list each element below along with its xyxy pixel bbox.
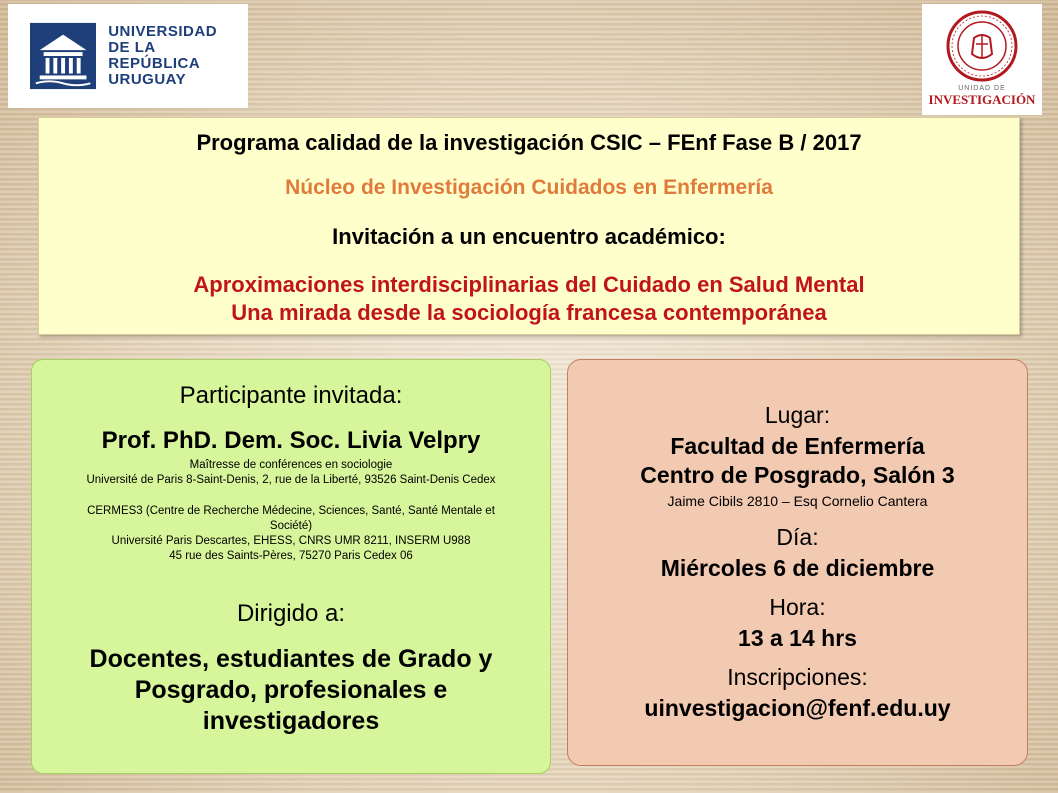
time-label: Hora: [769,594,826,620]
audience-line3: investigadores [202,707,380,735]
university-name-line3: URUGUAY [108,71,187,88]
registration-email[interactable]: uinvestigacion@fenf.edu.uy [644,695,951,721]
day-value: Miércoles 6 de diciembre [660,555,935,581]
time-value: 13 a 14 hrs [738,625,857,651]
unit-logo-small-text: UNIDAD DE [958,85,1006,92]
program-title: Programa calidad de la investigación CSIC – FEnf Fase B / 2017 [196,130,862,155]
university-building-icon [30,22,96,90]
guest-role: Maîtresse de conférences en sociologie [189,459,393,471]
place-name: Facultad de Enfermería [670,433,925,459]
guest-heading: Participante invitada: [179,382,403,409]
place-label: Lugar: [764,402,831,428]
place-address: Jaime Cibils 2810 – Esq Cornelio Cantera [667,493,928,509]
guest-lab-address: 45 rue des Saints-Pères, 75270 Paris Cedex 06 [169,550,413,562]
audience-heading: Dirigido a: [236,600,346,627]
place-room: Centro de Posgrado, Salón 3 [640,462,955,488]
university-name-line1: UNIVERSIDAD [108,23,218,40]
registration-label: Inscripciones: [727,664,868,690]
event-title-line2: Una mirada desde la sociología francesa contemporánea [231,300,827,325]
nucleus-title: Núcleo de Investigación Cuidados en Enfermería [285,176,773,199]
guest-lab-line1: CERMES3 (Centre de Recherche Médecine, Sciences, Santé, Santé Mentale et [87,505,495,517]
guest-lab-line2: Société) [269,520,313,532]
event-title-line1: Aproximaciones interdisciplinarias del Cuidado en Salud Mental [193,272,865,297]
facultad-enfermeria-seal-icon [946,10,1018,82]
unit-logo-title: INVESTIGACIÓN [928,92,1036,107]
invitation-text: Invitación a un encuentro académico: [332,224,726,249]
guest-affiliation: Université de Paris 8-Saint-Denis, 2, rue de la Liberté, 93526 Saint-Denis Cedex [86,474,496,486]
university-name-line2: DE LA REPÚBLICA [108,39,201,72]
audience-text [32,644,550,737]
guest-panel [31,359,551,774]
audience-line1: Docentes, estudiantes de Grado y [89,645,493,673]
day-label: Día: [776,524,819,550]
unit-logo [922,4,1042,115]
header-box [38,117,1020,335]
university-logo [8,4,248,108]
guest-name: Prof. PhD. Dem. Soc. Livia Velpry [101,427,481,454]
event-panel [567,359,1028,766]
event-title [39,271,1019,327]
audience-line2: Posgrado, profesionales e [134,676,448,704]
guest-lab-line3: Université Paris Descartes, EHESS, CNRS UMR 8211, INSERM U988 [111,535,471,547]
